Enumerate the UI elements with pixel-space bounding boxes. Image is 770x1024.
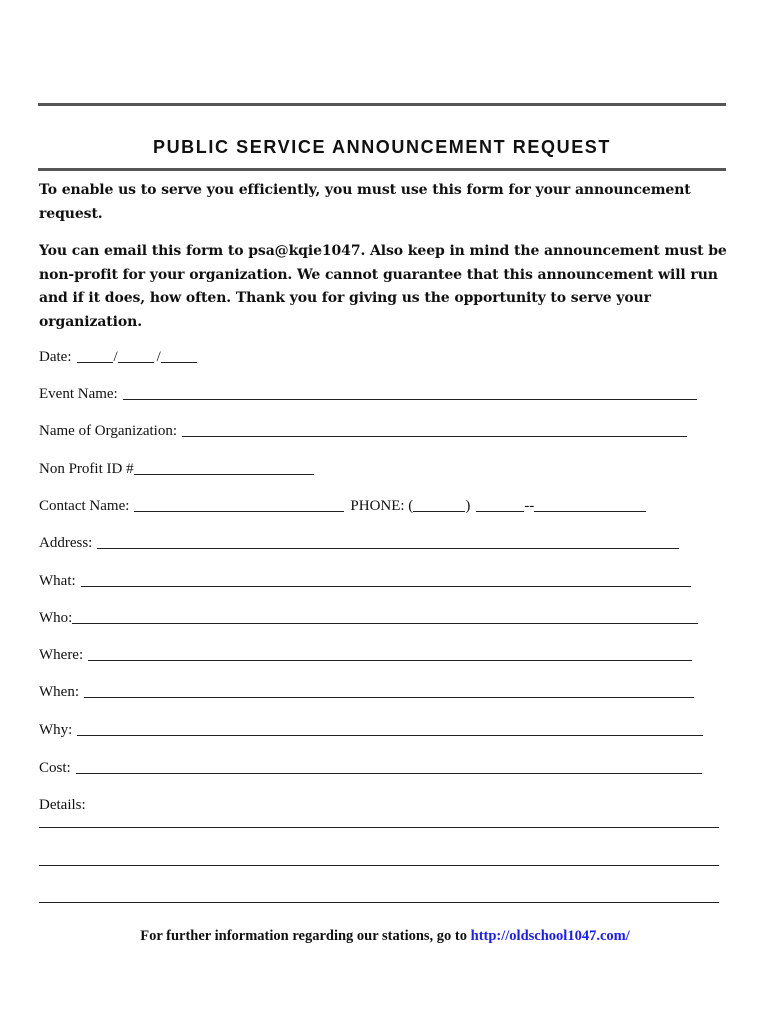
who-row — [39, 605, 698, 627]
details-line-3[interactable] — [39, 902, 719, 903]
date-label: Date: — [39, 349, 72, 365]
where-row — [39, 642, 692, 664]
address-row — [39, 530, 679, 552]
what-label: What: — [39, 573, 76, 589]
page-title: PUBLIC SERVICE ANNOUNCEMENT REQUEST — [152, 137, 612, 157]
phone-number-field[interactable] — [534, 497, 646, 512]
details-line-1[interactable] — [39, 827, 719, 828]
phone-prefix-field[interactable] — [476, 497, 524, 512]
where-field[interactable] — [88, 646, 692, 661]
what-row — [39, 568, 691, 590]
date-day-field[interactable] — [118, 348, 154, 363]
what-field[interactable] — [81, 572, 691, 587]
title-rule — [38, 168, 726, 171]
phone-label: PHONE: ( — [350, 498, 414, 514]
top-rule — [38, 103, 726, 106]
why-field[interactable] — [77, 721, 703, 736]
nonprofit-id-field[interactable] — [134, 460, 314, 475]
event-name-row — [39, 381, 697, 403]
date-separator: / — [156, 349, 161, 365]
where-label: Where: — [39, 647, 84, 663]
cost-row — [39, 755, 702, 777]
event-name-field[interactable] — [123, 385, 697, 400]
phone-area-code-field[interactable] — [413, 497, 465, 512]
cost-field[interactable] — [76, 759, 702, 774]
contact-label: Contact Name: — [39, 498, 130, 514]
footer-text: For further information regarding our stations, go to — [140, 928, 471, 944]
when-label: When: — [39, 684, 79, 700]
why-row — [39, 717, 703, 739]
when-field[interactable] — [84, 683, 694, 698]
organization-label: Name of Organization: — [39, 423, 178, 439]
phone-dash: -- — [524, 498, 535, 514]
date-month-field[interactable] — [77, 348, 113, 363]
details-line-2[interactable] — [39, 865, 719, 866]
nonprofit-label: Non Profit ID # — [39, 461, 134, 477]
intro-text: To enable us to serve you efficiently, you must use this form for your announcement request. — [39, 182, 691, 222]
organization-field[interactable] — [182, 422, 687, 437]
address-label: Address: — [39, 535, 93, 551]
footer-link[interactable]: http://oldschool1047.com/ — [470, 928, 630, 944]
phone-close-paren: ) — [465, 498, 471, 514]
cost-label: Cost: — [39, 760, 71, 776]
organization-row — [39, 418, 687, 440]
contact-name-field[interactable] — [134, 497, 344, 512]
event-name-label: Event Name: — [39, 386, 118, 402]
when-row — [39, 679, 694, 701]
date-year-field[interactable] — [161, 348, 197, 363]
nonprofit-row — [39, 456, 314, 478]
who-field[interactable] — [72, 609, 698, 624]
why-label: Why: — [39, 722, 73, 738]
date-separator: / — [113, 349, 118, 365]
address-field[interactable] — [97, 534, 679, 549]
contact-row — [39, 493, 646, 515]
details-label: Details: — [39, 797, 86, 813]
date-row — [39, 344, 197, 366]
instructions-text: You can email this form to psa@kqie1047. Also keep in mind the announcement must be non-profit for your organization. We cannot guarantee that this announcement will run and if it does, how often. Thank you for giving us the opportunity to serve your organization. — [39, 243, 727, 330]
who-label: Who: — [39, 610, 73, 626]
footer — [0, 928, 770, 945]
details-row — [39, 792, 86, 814]
